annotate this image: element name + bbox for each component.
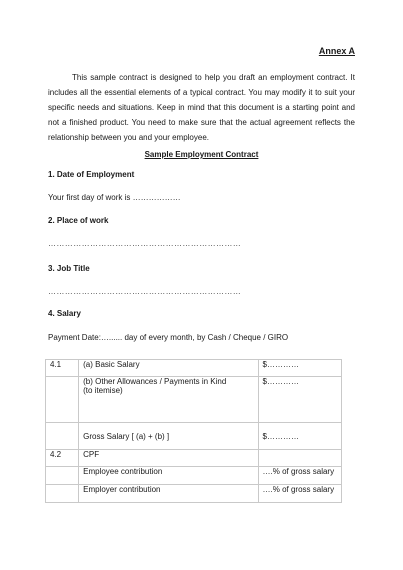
- intro-text: This sample contract is designed to help you draft an employment contract. It includes all the essential elements of a typical contract. You may modify it to suit your specific needs and situations. Keep in mind that this document is a starting point and not a finished product. You need to make sure that the actual agreement reflects the relationship between you and your employee.: [48, 73, 355, 142]
- row-description: [79, 377, 258, 423]
- table-row: [46, 485, 342, 503]
- table-row: [46, 377, 342, 423]
- row-value: $…………: [258, 360, 341, 377]
- row-number: [46, 423, 79, 450]
- section-place-heading: 2. Place of work: [48, 216, 109, 225]
- row-number: [46, 377, 79, 423]
- annex-label: Annex A: [318, 46, 355, 56]
- table-row: [46, 423, 342, 450]
- row-description: Employee contribution: [79, 467, 258, 485]
- row-description: Gross Salary [ (a) + (b) ]: [79, 423, 258, 450]
- row-description: (a) Basic Salary: [79, 360, 258, 377]
- row-value: ….% of gross salary: [258, 485, 341, 503]
- row-value: $…………: [258, 377, 341, 423]
- table-row: [46, 467, 342, 485]
- contract-title: Sample Employment Contract: [144, 150, 259, 159]
- row-value: ….% of gross salary: [258, 467, 341, 485]
- payment-date-line: Payment Date:…...... day of every month, by Cash / Cheque / GIRO: [48, 333, 289, 342]
- section-date-text: Your first day of work is ………………: [48, 193, 181, 202]
- section-job-blank: ……………………………………………………………: [48, 287, 242, 296]
- section-salary-heading: 4. Salary: [48, 309, 81, 318]
- table-row: [46, 450, 342, 467]
- row-number: 4.1: [46, 360, 79, 377]
- row-number: 4.2: [46, 450, 79, 467]
- row-number: [46, 467, 79, 485]
- table-row: [46, 360, 342, 377]
- intro-paragraph: [48, 70, 355, 145]
- row-value: $…………: [258, 423, 341, 450]
- row-description-line2: (to itemise): [83, 386, 123, 395]
- section-date-heading: 1. Date of Employment: [48, 170, 135, 179]
- section-place-blank: ……………………………………………………………: [48, 239, 242, 248]
- salary-table: [45, 359, 342, 503]
- row-description-line1: (b) Other Allowances / Payments in Kind: [83, 377, 227, 386]
- row-description: CPF: [79, 450, 258, 467]
- section-job-heading: 3. Job Title: [48, 264, 90, 273]
- row-value: [258, 450, 341, 467]
- row-number: [46, 485, 79, 503]
- row-description: Employer contribution: [79, 485, 258, 503]
